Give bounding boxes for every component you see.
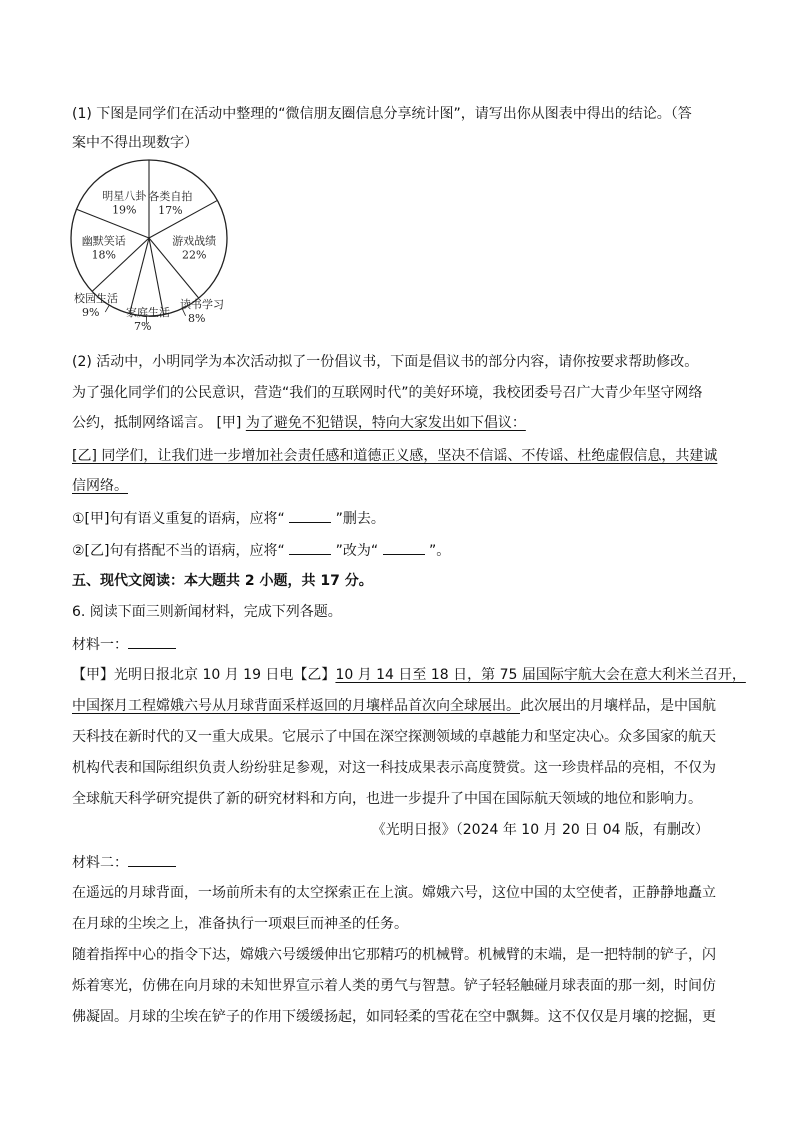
material-1-label-row <box>72 634 176 655</box>
sub-question-2-text-a: ②[乙]句有搭配不当的语病，应将“ <box>72 543 290 559</box>
sub-question-1-text-a: ①[甲]句有语义重复的语病，应将“ <box>72 511 290 527</box>
pie-slice-label: 家庭生活 <box>126 306 170 319</box>
pie-slice-label: 幽默笑话 <box>81 234 126 248</box>
q1-line-1: (1) 下图是同学们在活动中整理的“微信朋友圈信息分享统计图”，请写出你从图表中得出的结论。（答 <box>72 106 692 122</box>
material-2-title-blank[interactable] <box>128 852 176 867</box>
pie-slice-value: 19% <box>112 203 137 217</box>
section-5-heading-a: 五、现代文阅读：本大题共 <box>72 573 245 589</box>
material-2-para-2-line-1: 随着指挥中心的指令下达，嫦娥六号缓缓伸出它那精巧的机械臂。机械臂的末端，是一把特制的铲子，闪 <box>72 947 716 963</box>
q2-paragraph-1-line-1: 为了强化同学们的公民意识，营造“我们的互联网时代”的美好环境，我校团委号召广大青少年坚守网络 <box>72 385 703 401</box>
section-5-question-count: 2 <box>244 573 255 589</box>
q2-intro: (2) 活动中，小明同学为本次活动拟了一份倡议书，下面是倡议书的部分内容，请你按要求帮助修改。 <box>72 354 699 370</box>
pie-slice-value: 18% <box>91 248 117 262</box>
pie-slice-label: 读书学习 <box>180 298 224 311</box>
sentence-yi-line-2: 信网络。 <box>72 478 128 494</box>
sub-question-2-text-b: ”改为“ <box>331 543 383 559</box>
pie-slice-value: 9% <box>82 306 100 319</box>
sentence-jia: 为了避免不犯错误，特向大家发出如下倡议： <box>245 415 526 431</box>
pie-slice-value: 22% <box>181 248 207 262</box>
sentence-jia-lead: 公约，抵制网络谣言。 [甲] <box>72 415 246 431</box>
pie-slice-label: 明星八卦 <box>102 189 147 203</box>
material-1-line-4: 机构代表和国际组织负责人纷纷驻足参观，对这一科技成果表示高度赞赏。这一珍贵样品的亮相，不仅为 <box>72 760 716 776</box>
pie-slice-5-leader <box>105 305 109 312</box>
section-5-heading-c: 分。 <box>339 573 373 589</box>
material-1-title-blank[interactable] <box>128 634 176 649</box>
pie-slice-value: 17% <box>158 203 183 217</box>
q1-line-2: 案中不得出现数字） <box>72 135 198 151</box>
material-2-para-2-line-2: 烁着寒光，仿佛在向月球的未知世界宣示着人类的勇气与智慧。铲子轻轻触碰月球表面的那一刻，时间仿 <box>72 978 716 994</box>
material-2-label: 材料二： <box>72 855 128 871</box>
sub-question-1-text-b: ”删去。 <box>331 511 385 527</box>
material-1-line-2-underlined: 中国探月工程嫦娥六号从月球背面采样返回的月壤样品首次向全球展出。 <box>72 698 520 714</box>
material-1-line-1 <box>72 665 746 685</box>
q2-paragraph-1-line-2 <box>72 413 526 433</box>
sentence-yi-line-1: [乙] 同学们，让我们进一步增加社会责任感和道德正义感，坚决不信谣、不传谣、杜绝虚假信息，共建诚 <box>72 448 718 464</box>
material-1-line-5: 全球航天科学研究提供了新的研究材料和方向，也进一步提升了中国在国际航天领域的地位和影响力。 <box>72 791 702 807</box>
material-1-line-1-b: 10 月 14 日至 18 日，第 75 届国际宇航大会在意大利米兰召开， <box>335 667 746 683</box>
material-2-para-1-line-1: 在遥远的月球背面，一场前所未有的太空探索正在上演。嫦娥六号，这位中国的太空使者，正静静地矗立 <box>72 885 716 901</box>
material-2-para-1-line-2: 在月球的尘埃之上，准备执行一项艰巨而神圣的任务。 <box>72 916 408 932</box>
answer-blank-2[interactable] <box>289 540 331 555</box>
pie-slice-label: 各类自拍 <box>148 189 193 203</box>
section-5-heading-b: 小题，共 <box>254 573 321 589</box>
pie-slice-label: 游戏战绩 <box>172 234 217 248</box>
material-1-line-3: 天科技在新时代的又一重大成果。它展示了中国在深空探测领域的卓越能力和坚定决心。众多国家的航天 <box>72 729 716 745</box>
material-1-line-1-a: 【甲】光明日报北京 10 月 19 日电【乙】 <box>72 667 336 683</box>
pie-slice-label: 校园生活 <box>74 292 118 305</box>
sub-question-1 <box>72 508 385 529</box>
material-1-label: 材料一： <box>72 637 128 653</box>
pie-chart <box>60 158 300 348</box>
section-5-score: 17 <box>320 573 340 589</box>
material-1-source: 《光明日报》（2024 年 10 月 20 日 04 版，有删改） <box>371 822 709 838</box>
material-2-label-row <box>72 852 176 873</box>
q6-title: 6. 阅读下面三则新闻材料，完成下列各题。 <box>72 604 342 620</box>
pie-slice-value: 8% <box>188 312 206 325</box>
pie-slice-value: 7% <box>134 320 152 333</box>
answer-blank-1[interactable] <box>289 508 331 523</box>
answer-blank-3[interactable] <box>383 540 425 555</box>
material-1-line-2 <box>72 696 716 716</box>
material-2-para-2-line-3: 佛凝固。月球的尘埃在铲子的作用下缓缓扬起，如同轻柔的雪花在空中飘舞。这不仅仅是月壤的挖掘，更 <box>72 1009 716 1025</box>
sub-question-2 <box>72 540 450 561</box>
sub-question-2-text-c: ”。 <box>424 543 451 559</box>
section-5-heading <box>72 571 373 591</box>
material-1-line-2-rest: 此次展出的月壤样品，是中国航 <box>520 698 716 714</box>
